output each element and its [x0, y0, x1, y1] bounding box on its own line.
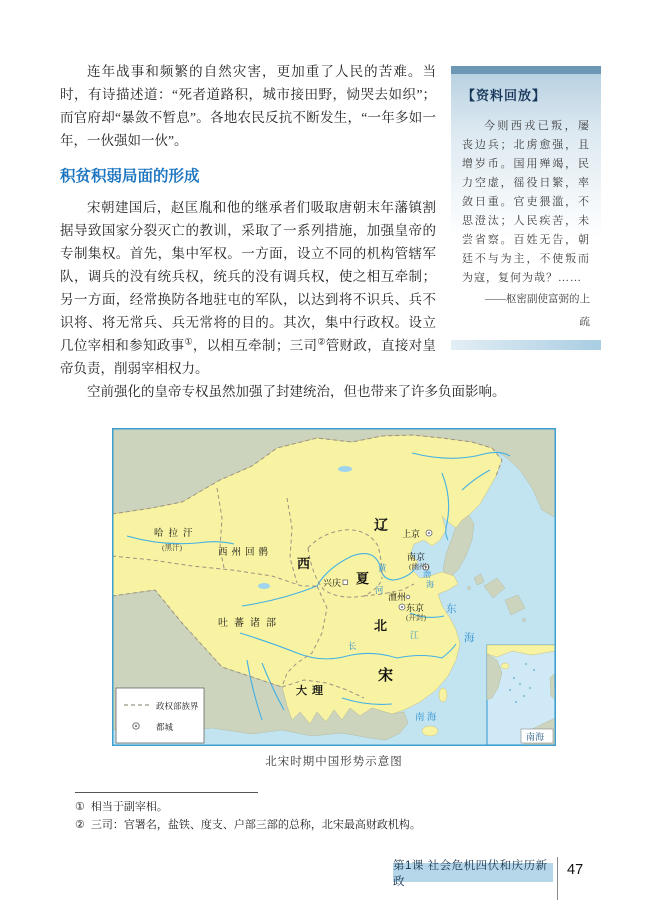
map-label-tibetan-tribes: 吐蕃诸部 [218, 618, 282, 629]
map-label-xingqing: 兴庆 [323, 578, 342, 588]
sidebar-top-bar [451, 66, 601, 74]
paragraph-1: 连年战事和频繁的自然灾害，更加重了人民的苦难。当时，有诗描述道：“死者道路积，城市接田野，恸哭去如织”；而官府却“暴敛不暂息”。各地农民反抗不断发生，“一年多如一年，一伙强如一伙”。 [60, 64, 436, 148]
map-label-he: 河 [375, 585, 384, 595]
footnote-2 [75, 817, 545, 835]
map-label-xia: 夏 [356, 571, 370, 586]
source-material-box [451, 66, 601, 350]
sidebar-attribution: ——枢密副使富弼的上疏 [485, 294, 590, 328]
footnote-1 [75, 799, 545, 817]
map-label-youzhou: (幽州) [409, 562, 429, 571]
footnote-2-text: 三司：官署名，盐铁、度支、户部三部的总称，北宋最高财政机构。 [90, 818, 421, 831]
map-inset-label: 南海 [526, 732, 545, 742]
sidebar-body [451, 74, 601, 340]
footer-vertical-rule [557, 857, 558, 900]
map-inset-nanhai [487, 645, 555, 745]
sidebar-title: 【资料回放】 [462, 88, 547, 103]
paragraph-2-part1: 宋朝建国后，赵匡胤和他的继承者们吸取唐朝末年藩镇割据导致国家分裂灭亡的教训，采取了一系列措施，加强皇帝的专制集权。首先，集中军权。一方面，设立不同的机构管辖军队，调兵的没有统兵权，统兵的没有调兵权，使之相互牵制；另一方面，经常换防各地驻屯的军队，以达到将不识兵、兵不识将、将无常兵、兵无常将的目的。其次，集中行政权。设立几位宰相和参知政事 [60, 200, 436, 353]
map-label-jiang: 江 [410, 630, 419, 640]
footnote-ref-2: ② [317, 336, 326, 347]
map-label-karakhanid: 哈拉汗 [154, 529, 198, 539]
sidebar-bottom-bar [451, 340, 601, 350]
map-label-chanzhou: 澶州 [388, 592, 407, 602]
legend-capital-label: 都城 [156, 722, 174, 732]
map-label-bei: 北 [374, 618, 388, 633]
footnote-2-marker: ② [75, 818, 85, 831]
map-label-heihan: (黑汗) [162, 543, 182, 552]
footnote-ref-1: ① [184, 336, 193, 347]
paragraph-3: 空前强化的皇帝专权虽然加强了封建统治，但也带来了许多负面影响。 [87, 384, 506, 399]
map-label-bohai-2: 海 [426, 580, 434, 589]
paragraph-2-part2: ，以相互牵制；三司 [192, 338, 318, 353]
map-label-chang: 长 [348, 641, 357, 651]
footnotes [75, 792, 545, 834]
map-figure [112, 428, 556, 746]
article-body [60, 60, 601, 403]
page-number: 47 [567, 862, 584, 878]
map-label-song: 宋 [378, 668, 394, 684]
map-lake-north [338, 466, 352, 472]
northern-song-map [112, 428, 556, 746]
map-label-donghai-2: 海 [464, 633, 475, 644]
map-lake-qinghai [258, 583, 270, 589]
map-hainan [422, 726, 438, 736]
section-heading: 积贫积弱局面的形成 [60, 168, 200, 185]
sidebar-quote-text: 今则西戎已叛，屡丧边兵；北虏愈强，且增岁币。国用殚竭，民力空虚，徭役日繁，率敛日重。官吏猥滥，不思澄汰；人民疾苦，未尝省察。百姓无告，朝廷不与为主，不使叛而为寇，复何为哉？…… [462, 120, 590, 284]
map-label-liao: 辽 [374, 519, 388, 534]
map-label-nanjing: 南京 [407, 552, 426, 562]
map-label-xi: 西 [297, 556, 311, 571]
footnote-divider [75, 792, 258, 793]
map-legend [116, 688, 204, 743]
map-label-shangjing: 上京 [402, 529, 421, 539]
footnote-1-text: 相当于副宰相。 [90, 801, 168, 813]
footer-lesson-bar [393, 859, 553, 888]
map-label-dali: 大理 [296, 685, 328, 697]
map-label-kaifeng: (开封) [406, 613, 426, 622]
map-caption: 北宋时期中国形势示意图 [265, 756, 403, 768]
map-label-bohai-1: 渤 [423, 570, 431, 579]
map-label-xizhou-uyghur: 西州回鹘 [218, 548, 273, 558]
map-taiwan [439, 688, 447, 702]
map-label-donghai-1: 东 [446, 604, 457, 615]
footer-lesson-label: 第1课 社会危机四伏和庆历新政 [393, 859, 548, 888]
map-label-huang: 黄 [378, 563, 387, 573]
paragraph-2-part3: 管财政，直接对皇帝负责，削弱宰相权力。 [60, 338, 437, 376]
map-label-dongjing: 东京 [406, 603, 425, 613]
footnote-1-marker: ① [75, 801, 85, 813]
legend-boundary-label: 政权部族界 [156, 701, 199, 711]
legend-capital-symbol-dot [135, 725, 137, 727]
map-label-nanhai: 南 海 [415, 713, 437, 723]
